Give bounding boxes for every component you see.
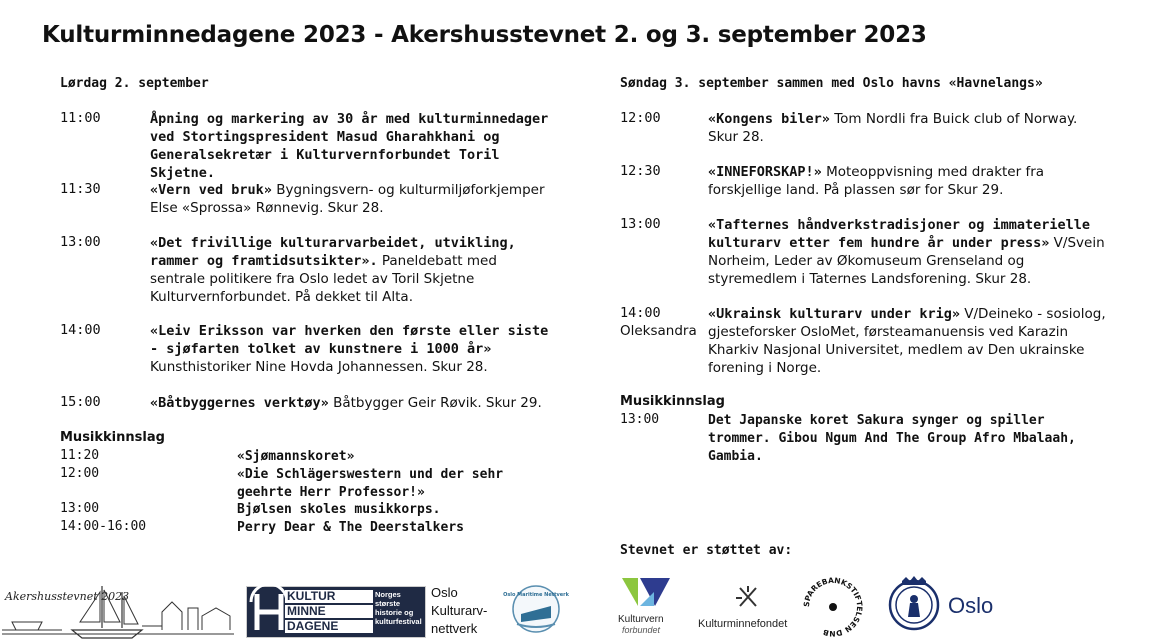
oslo-kulturarvnettverk-text: Oslo Kulturarv- nettverk xyxy=(431,585,488,636)
akershusstevnet-logo xyxy=(2,578,234,640)
music-item: Det Japanske koret Sakura synger og spiller trommer. Gibou Ngum And The Group Afro Mbalaah, Gambia. xyxy=(708,413,1076,464)
event-description: «Vern ved bruk» Bygningsvern- og kulturmiljøforkjemper Else «Sprossa» Rønnevig. Skur 28. xyxy=(150,182,545,216)
kulturvernforbundet-logo: Kulturvern forbundet xyxy=(618,576,674,636)
kulturminnefondet-logo: Kulturminnefondet xyxy=(698,584,798,634)
event-description: «Tafternes håndverkstradisjoner og immaterielle kulturarv etter fem hundre år under press» V/Svein Norheim, Leder av Økomuseum Grenseland og styremedlem i Taternes Landsforening. Skur 28. xyxy=(708,217,1105,287)
sunday-heading: Søndag 3. september sammen med Oslo havns «Havnelangs» xyxy=(620,76,1043,91)
music-time: 13:00 xyxy=(620,412,660,427)
event-time: 12:00 xyxy=(620,110,661,126)
sparebankstiftelsen-logo xyxy=(800,574,866,640)
event-description: Åpning og markering av 30 år med kulturminnedager ved Stortingspresident Masud Gharahkhani og Generalsekretær i Kulturvernforbundet Toril Skjetne. xyxy=(150,111,549,181)
music-time: 13:00 xyxy=(60,501,100,516)
event-description: «Leiv Eriksson var hverken den første eller siste - sjøfarten tolket av kunstnere i 1000 år» Kunsthistoriker Nine Hovda Johannessen. Skur 28. xyxy=(150,323,549,375)
event-time: 13:00 xyxy=(620,216,661,232)
music-heading: Musikkinnslag xyxy=(60,430,165,445)
kmd-word: DAGENE xyxy=(285,620,373,633)
event-time: 11:30 xyxy=(60,181,101,197)
oslo-seal-icon xyxy=(886,573,942,633)
event-time: 14:00 xyxy=(60,322,101,338)
music-heading: Musikkinnslag xyxy=(620,394,725,409)
event-description: «INNEFORSKAP!» Moteoppvisning med drakter fra forskjellige land. På plassen sør for Skur 29. xyxy=(708,164,1045,198)
kmd-word: KULTUR xyxy=(285,590,373,603)
event-time: 15:00 xyxy=(60,394,101,410)
music-item: Perry Dear & The Deerstalkers xyxy=(237,520,464,535)
music-time: 12:00 xyxy=(60,466,100,481)
event-time: 11:00 xyxy=(60,110,101,126)
svg-text:Akershusstevnet 2023: Akershusstevnet 2023 xyxy=(5,590,130,603)
svg-text:SPAREBANKSTIFTELSEN DNB: SPAREBANKSTIFTELSEN DNB xyxy=(801,575,865,639)
oslo-maritime-logo xyxy=(503,584,569,634)
kmd-tagline: Norges største historie og kulturfestival xyxy=(375,590,422,626)
event-time: 12:30 xyxy=(620,163,661,179)
page-title: Kulturminnedagene 2023 - Akershusstevnet 2. og 3. september 2023 xyxy=(42,22,927,48)
svg-text:Oslo Maritime Nettverk: Oslo Maritime Nettverk xyxy=(503,592,569,598)
saturday-heading: Lørdag 2. september xyxy=(60,76,209,91)
event-description: «Båtbyggernes verktøy» Båtbygger Geir Røvik. Skur 29. xyxy=(150,395,542,411)
music-item: Bjølsen skoles musikkorps. xyxy=(237,502,441,517)
event-description: «Ukrainsk kulturarv under krig» V/Deineko - sosiolog, gjesteforsker OsloMet, førsteamanuensis ved Karazin Kharkiv Nasjonal Universitet, medlem av Den ukrainske forening i Norge. xyxy=(708,306,1106,376)
music-time: 11:20 xyxy=(60,448,100,463)
event-description: «Det frivillige kulturarvarbeidet, utvikling, rammer og framtidsutsikter». Paneldebatt med sentrale politikere fra Oslo ledet av Toril Skjetne Kulturvernforbundet. På dekket til Alta. xyxy=(150,235,516,305)
kulturminnefondet-symbol-icon xyxy=(698,584,798,612)
kulturminnedagene-logo xyxy=(246,586,426,638)
music-item: «Die Schlägerswestern und der sehr geehrte Herr Professor!» xyxy=(237,467,504,500)
music-time: 14:00-16:00 xyxy=(60,519,147,534)
event-time: 13:00 xyxy=(60,234,101,250)
event-time-name: Oleksandra xyxy=(620,323,697,339)
event-description: «Kongens biler» Tom Nordli fra Buick club of Norway. Skur 28. xyxy=(708,111,1078,145)
kmd-word: MINNE xyxy=(285,605,373,618)
event-time: 14:00 xyxy=(620,305,661,321)
music-item: «Sjømannskoret» xyxy=(237,449,355,464)
kmd-symbol-icon xyxy=(249,588,289,636)
oslo-kommune-logo: Oslo xyxy=(886,573,1006,635)
support-heading: Stevnet er støttet av: xyxy=(620,543,793,558)
kulturvern-symbol-icon xyxy=(618,576,674,610)
